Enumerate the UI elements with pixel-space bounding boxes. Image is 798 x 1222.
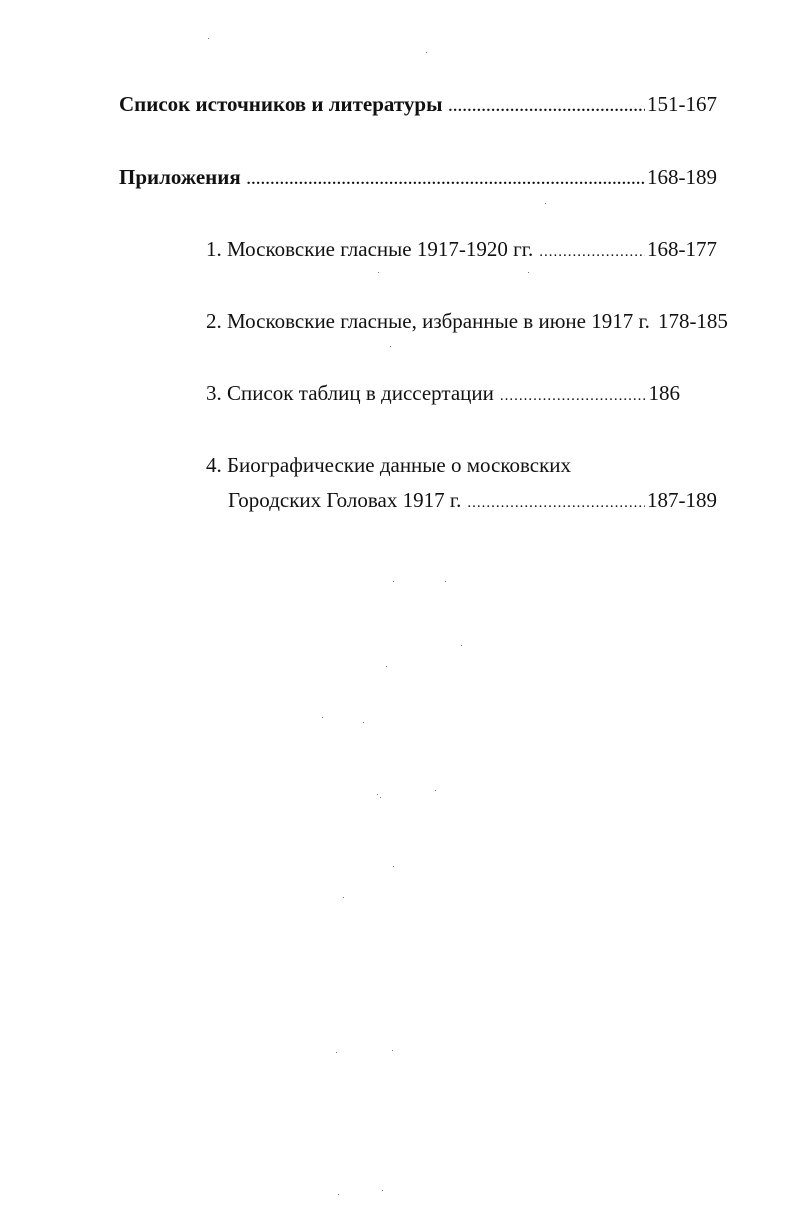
scan-speck [378, 272, 379, 273]
scan-speck [208, 38, 209, 39]
scan-speck [363, 722, 364, 723]
scan-speck [426, 52, 427, 53]
dot-leader [500, 383, 647, 409]
scan-speck [380, 797, 381, 798]
scan-speck [528, 272, 529, 273]
scan-speck [338, 1194, 339, 1195]
scan-speck [392, 1050, 393, 1051]
scan-speck [461, 645, 462, 646]
scan-speck [445, 581, 446, 582]
dot-leader [247, 167, 645, 193]
dot-leader [539, 239, 645, 265]
toc-subentry-title: Городских Головах 1917 г. [228, 488, 462, 512]
toc-entry-pages: 168-189 [647, 165, 717, 189]
toc-subentry-title: 2. Московские гласные, избранные в июне 1917 г. [206, 309, 650, 333]
toc-entry-appendices [119, 164, 717, 193]
toc-subentry-4-line1: 4. Биографические данные о московских [206, 453, 572, 477]
scan-speck [545, 203, 546, 204]
toc-subentry-1 [206, 236, 717, 265]
toc-subentry-4 [228, 487, 717, 516]
toc-subentry-pages: 186 [648, 381, 680, 405]
scan-speck [386, 666, 387, 667]
toc-subentry-title: 1. Московские гласные 1917-1920 гг. [206, 237, 534, 261]
toc-entry-sources [119, 91, 717, 120]
toc-entry-pages: 151-167 [647, 92, 717, 116]
scan-speck [435, 790, 436, 791]
toc-subentry-pages: 187-189 [647, 488, 717, 512]
scan-speck [390, 346, 391, 347]
scan-speck [322, 717, 323, 718]
scan-speck [393, 581, 394, 582]
toc-subentry-pages: 178-185 [657, 309, 728, 333]
toc-entry-title: Приложения [119, 165, 241, 189]
toc-subentry-pages: 168-177 [647, 237, 717, 261]
scan-speck [343, 897, 344, 898]
scan-speck [382, 1190, 383, 1191]
dot-leader [449, 94, 645, 120]
toc-subentry-3 [206, 380, 680, 409]
toc-subentry-title: 3. Список таблиц в диссертации [206, 381, 494, 405]
dot-leader [467, 490, 645, 516]
scan-speck [393, 866, 394, 867]
toc-entry-title: Список источников и литературы [119, 92, 443, 116]
scan-speck [377, 794, 378, 795]
scan-speck [336, 1052, 337, 1053]
toc-subentry-2 [206, 308, 728, 337]
